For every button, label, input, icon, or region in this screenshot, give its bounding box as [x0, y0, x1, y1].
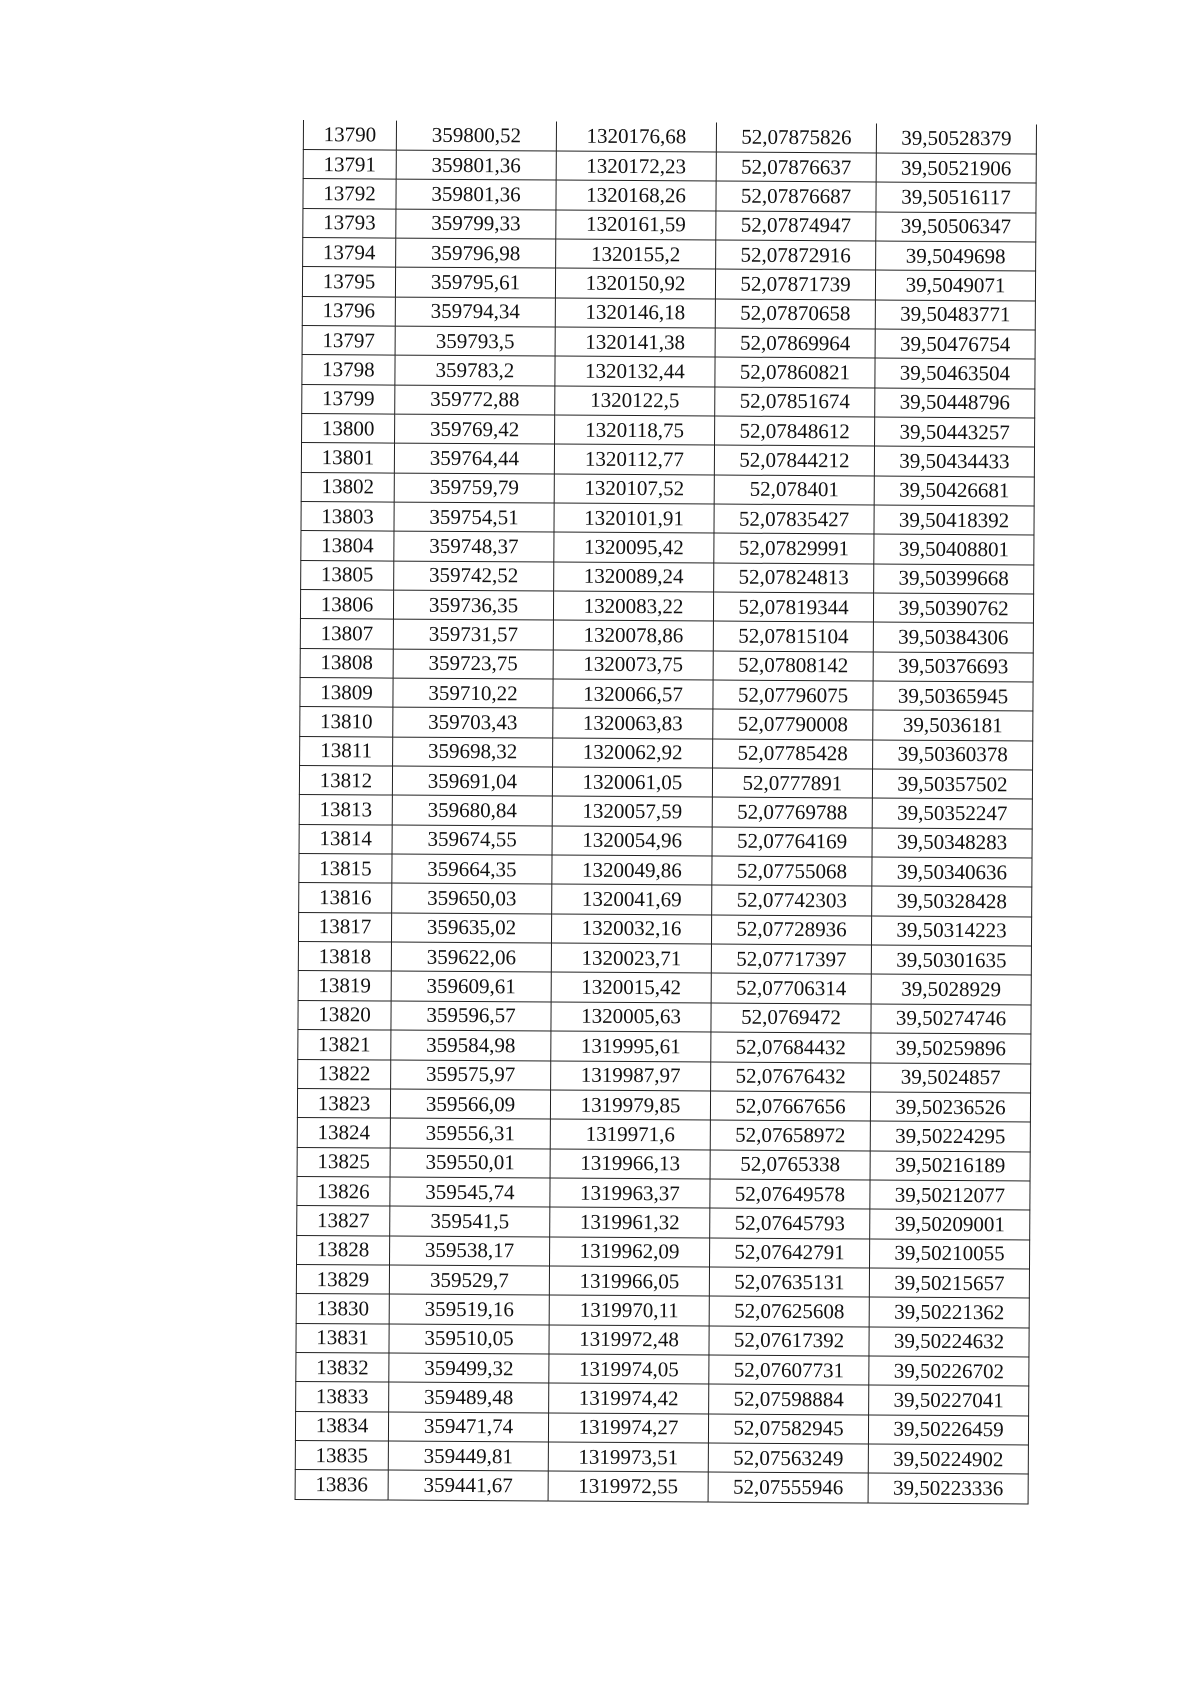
table-row: [301, 443, 1034, 477]
latitude-cell: 52,07872916: [716, 240, 876, 270]
latitude-cell: 52,07790008: [713, 709, 873, 739]
table-row: [303, 237, 1036, 271]
x-coordinate-cell: 359795,61: [395, 267, 555, 297]
y-coordinate-cell: 1319974,27: [548, 1413, 708, 1443]
table-row: [297, 1176, 1030, 1210]
longitude-cell: 39,50274746: [871, 1004, 1031, 1034]
table-row: [300, 678, 1033, 712]
latitude-cell: 52,07876637: [716, 152, 876, 182]
latitude-cell: 52,07706314: [711, 973, 871, 1003]
coordinates-table: [295, 120, 1037, 1504]
table-row: [299, 824, 1032, 858]
longitude-cell: 39,50528379: [876, 124, 1036, 154]
y-coordinate-cell: 1319987,97: [551, 1061, 711, 1091]
point-number-cell: 13832: [296, 1352, 389, 1382]
point-number-cell: 13807: [300, 619, 393, 649]
longitude-cell: 39,50483771: [875, 300, 1035, 330]
table-row: [302, 384, 1035, 418]
point-number-cell: 13806: [300, 589, 393, 619]
table-row: [297, 1147, 1030, 1181]
x-coordinate-cell: 359650,03: [392, 883, 552, 913]
table-row: [302, 296, 1035, 330]
point-number-cell: 13803: [301, 501, 394, 531]
point-number-cell: 13809: [300, 678, 393, 708]
x-coordinate-cell: 359723,75: [393, 649, 553, 679]
latitude-cell: 52,07582945: [708, 1414, 868, 1444]
longitude-cell: 39,50516117: [876, 182, 1036, 212]
longitude-cell: 39,5049071: [875, 270, 1035, 300]
y-coordinate-cell: 1320122,5: [555, 386, 715, 416]
x-coordinate-cell: 359664,35: [392, 854, 552, 884]
y-coordinate-cell: 1320061,05: [552, 767, 712, 797]
table-row: [299, 883, 1032, 917]
table-row: [299, 766, 1032, 800]
table-row: [295, 1411, 1028, 1445]
y-coordinate-cell: 1320089,24: [554, 562, 714, 592]
longitude-cell: 39,50301635: [871, 945, 1031, 975]
table-row: [300, 589, 1033, 623]
point-number-cell: 13824: [297, 1118, 390, 1148]
x-coordinate-cell: 359801,36: [396, 179, 556, 209]
table-row: [296, 1323, 1029, 1357]
point-number-cell: 13826: [297, 1176, 390, 1206]
y-coordinate-cell: 1320078,86: [553, 620, 713, 650]
longitude-cell: 39,50226702: [869, 1356, 1029, 1386]
table-row: [298, 912, 1031, 946]
table-row: [298, 1030, 1031, 1064]
y-coordinate-cell: 1320132,44: [555, 356, 715, 386]
y-coordinate-cell: 1319972,48: [549, 1325, 709, 1355]
latitude-cell: 52,07764169: [712, 827, 872, 857]
latitude-cell: 52,07815104: [713, 621, 873, 651]
latitude-cell: 52,07871739: [715, 269, 875, 299]
x-coordinate-cell: 359635,02: [391, 913, 551, 943]
x-coordinate-cell: 359800,52: [396, 121, 556, 151]
point-number-cell: 13830: [296, 1294, 389, 1324]
latitude-cell: 52,07563249: [708, 1443, 868, 1473]
longitude-cell: 39,50209001: [870, 1209, 1030, 1239]
table-row: [301, 472, 1034, 506]
point-number-cell: 13834: [295, 1411, 388, 1441]
x-coordinate-cell: 359698,32: [393, 737, 553, 767]
latitude-cell: 52,07874947: [716, 211, 876, 241]
y-coordinate-cell: 1319971,6: [550, 1119, 710, 1149]
latitude-cell: 52,07851674: [715, 387, 875, 417]
table-row: [299, 854, 1032, 888]
point-number-cell: 13818: [298, 942, 391, 972]
table-row: [300, 736, 1033, 770]
longitude-cell: 39,50226459: [868, 1415, 1028, 1445]
x-coordinate-cell: 359529,7: [389, 1265, 549, 1295]
longitude-cell: 39,50360378: [873, 740, 1033, 770]
x-coordinate-cell: 359489,48: [389, 1382, 549, 1412]
y-coordinate-cell: 1319974,05: [549, 1354, 709, 1384]
table-row: [298, 942, 1031, 976]
y-coordinate-cell: 1320161,59: [556, 210, 716, 240]
longitude-cell: 39,50376693: [873, 652, 1033, 682]
point-number-cell: 13814: [299, 824, 392, 854]
y-coordinate-cell: 1319962,09: [550, 1237, 710, 1267]
longitude-cell: 39,50221362: [869, 1297, 1029, 1327]
point-number-cell: 13805: [301, 560, 394, 590]
longitude-cell: 39,50434433: [874, 446, 1034, 476]
x-coordinate-cell: 359566,09: [390, 1089, 550, 1119]
latitude-cell: 52,07645793: [710, 1208, 870, 1238]
x-coordinate-cell: 359736,35: [393, 590, 553, 620]
table-row: [297, 1235, 1030, 1269]
point-number-cell: 13811: [300, 736, 393, 766]
point-number-cell: 13815: [299, 854, 392, 884]
x-coordinate-cell: 359710,22: [393, 678, 553, 708]
table-row: [301, 501, 1034, 535]
latitude-cell: 52,07649578: [710, 1179, 870, 1209]
x-coordinate-cell: 359584,98: [391, 1030, 551, 1060]
x-coordinate-cell: 359545,74: [390, 1177, 550, 1207]
latitude-cell: 52,0765338: [710, 1150, 870, 1180]
table-row: [299, 795, 1032, 829]
longitude-cell: 39,50352247: [872, 798, 1032, 828]
x-coordinate-cell: 359510,05: [389, 1324, 549, 1354]
point-number-cell: 13831: [296, 1323, 389, 1353]
y-coordinate-cell: 1319979,85: [550, 1090, 710, 1120]
y-coordinate-cell: 1320107,52: [554, 474, 714, 504]
latitude-cell: 52,07869964: [715, 328, 875, 358]
x-coordinate-cell: 359441,67: [388, 1470, 548, 1500]
point-number-cell: 13793: [303, 208, 396, 238]
point-number-cell: 13828: [297, 1235, 390, 1265]
longitude-cell: 39,50224632: [869, 1327, 1029, 1357]
coordinates-table-body: [295, 120, 1036, 1504]
x-coordinate-cell: 359449,81: [388, 1441, 548, 1471]
x-coordinate-cell: 359794,34: [395, 297, 555, 327]
table-row: [296, 1264, 1029, 1298]
longitude-cell: 39,50328428: [872, 886, 1032, 916]
x-coordinate-cell: 359731,57: [393, 619, 553, 649]
point-number-cell: 13817: [298, 912, 391, 942]
x-coordinate-cell: 359783,2: [395, 355, 555, 385]
table-row: [296, 1294, 1029, 1328]
point-number-cell: 13835: [295, 1440, 388, 1470]
point-number-cell: 13794: [303, 237, 396, 267]
latitude-cell: 52,07808142: [713, 651, 873, 681]
y-coordinate-cell: 1319995,61: [551, 1031, 711, 1061]
latitude-cell: 52,07684432: [711, 1032, 871, 1062]
point-number-cell: 13836: [295, 1470, 388, 1500]
point-number-cell: 13808: [300, 648, 393, 678]
point-number-cell: 13833: [296, 1382, 389, 1412]
table-row: [298, 1000, 1031, 1034]
longitude-cell: 39,50314223: [871, 916, 1031, 946]
latitude-cell: 52,07625608: [709, 1296, 869, 1326]
longitude-cell: 39,50426681: [874, 476, 1034, 506]
latitude-cell: 52,07824813: [714, 563, 874, 593]
x-coordinate-cell: 359796,98: [396, 238, 556, 268]
point-number-cell: 13823: [297, 1088, 390, 1118]
latitude-cell: 52,07635131: [709, 1267, 869, 1297]
latitude-cell: 52,07848612: [715, 416, 875, 446]
y-coordinate-cell: 1319961,32: [550, 1207, 710, 1237]
latitude-cell: 52,07835427: [714, 504, 874, 534]
y-coordinate-cell: 1320112,77: [554, 444, 714, 474]
table-row: [297, 1088, 1030, 1122]
latitude-cell: 52,07667656: [710, 1091, 870, 1121]
table-row: [302, 413, 1035, 447]
point-number-cell: 13797: [302, 325, 395, 355]
longitude-cell: 39,5028929: [871, 974, 1031, 1004]
longitude-cell: 39,50463504: [875, 358, 1035, 388]
latitude-cell: 52,07769788: [712, 797, 872, 827]
x-coordinate-cell: 359759,79: [394, 473, 554, 503]
x-coordinate-cell: 359519,16: [389, 1294, 549, 1324]
longitude-cell: 39,50340636: [872, 857, 1032, 887]
point-number-cell: 13802: [301, 472, 394, 502]
latitude-cell: 52,07728936: [711, 915, 871, 945]
x-coordinate-cell: 359772,88: [395, 385, 555, 415]
longitude-cell: 39,50224902: [868, 1444, 1028, 1474]
table-row: [295, 1440, 1028, 1474]
latitude-cell: 52,0769472: [711, 1003, 871, 1033]
longitude-cell: 39,50223336: [868, 1473, 1028, 1503]
y-coordinate-cell: 1320062,92: [553, 738, 713, 768]
point-number-cell: 13822: [298, 1059, 391, 1089]
y-coordinate-cell: 1320005,63: [551, 1002, 711, 1032]
table-row: [302, 355, 1035, 389]
y-coordinate-cell: 1320118,75: [555, 415, 715, 445]
x-coordinate-cell: 359550,01: [390, 1148, 550, 1178]
y-coordinate-cell: 1319972,55: [548, 1471, 708, 1501]
longitude-cell: 39,5036181: [873, 710, 1033, 740]
longitude-cell: 39,50259896: [871, 1033, 1031, 1063]
y-coordinate-cell: 1320057,59: [552, 796, 712, 826]
x-coordinate-cell: 359541,5: [390, 1206, 550, 1236]
table-row: [302, 267, 1035, 301]
latitude-cell: 52,07875826: [716, 123, 876, 153]
longitude-cell: 39,50224295: [870, 1121, 1030, 1151]
longitude-cell: 39,50348283: [872, 828, 1032, 858]
y-coordinate-cell: 1320083,22: [553, 591, 713, 621]
longitude-cell: 39,50443257: [875, 417, 1035, 447]
point-number-cell: 13829: [296, 1264, 389, 1294]
table-row: [298, 971, 1031, 1005]
longitude-cell: 39,50448796: [875, 388, 1035, 418]
table-row: [296, 1352, 1029, 1386]
point-number-cell: 13825: [297, 1147, 390, 1177]
point-number-cell: 13796: [302, 296, 395, 326]
table-row: [300, 707, 1033, 741]
longitude-cell: 39,50212077: [870, 1180, 1030, 1210]
longitude-cell: 39,50357502: [872, 769, 1032, 799]
y-coordinate-cell: 1320066,57: [553, 679, 713, 709]
y-coordinate-cell: 1320015,42: [551, 973, 711, 1003]
y-coordinate-cell: 1319974,42: [549, 1383, 709, 1413]
y-coordinate-cell: 1320146,18: [555, 298, 715, 328]
table-row: [296, 1382, 1029, 1416]
point-number-cell: 13820: [298, 1000, 391, 1030]
y-coordinate-cell: 1320032,16: [551, 914, 711, 944]
y-coordinate-cell: 1319966,13: [550, 1149, 710, 1179]
y-coordinate-cell: 1320172,23: [556, 151, 716, 181]
point-number-cell: 13791: [303, 149, 396, 179]
x-coordinate-cell: 359596,57: [391, 1001, 551, 1031]
table-row: [303, 149, 1036, 183]
y-coordinate-cell: 1320041,69: [552, 884, 712, 914]
latitude-cell: 52,07607731: [709, 1355, 869, 1385]
latitude-cell: 52,0777891: [712, 768, 872, 798]
x-coordinate-cell: 359609,61: [391, 972, 551, 1002]
longitude-cell: 39,50216189: [870, 1151, 1030, 1181]
longitude-cell: 39,50476754: [875, 329, 1035, 359]
y-coordinate-cell: 1320023,71: [551, 943, 711, 973]
x-coordinate-cell: 359799,33: [396, 209, 556, 239]
latitude-cell: 52,07785428: [713, 739, 873, 769]
longitude-cell: 39,50390762: [873, 593, 1033, 623]
longitude-cell: 39,50227041: [869, 1385, 1029, 1415]
table-row: [303, 179, 1036, 213]
x-coordinate-cell: 359764,44: [394, 443, 554, 473]
point-number-cell: 13795: [302, 267, 395, 297]
point-number-cell: 13798: [302, 355, 395, 385]
y-coordinate-cell: 1320095,42: [554, 532, 714, 562]
point-number-cell: 13810: [300, 707, 393, 737]
x-coordinate-cell: 359556,31: [390, 1118, 550, 1148]
table-row: [298, 1059, 1031, 1093]
point-number-cell: 13819: [298, 971, 391, 1001]
y-coordinate-cell: 1320101,91: [554, 503, 714, 533]
y-coordinate-cell: 1320168,26: [556, 180, 716, 210]
latitude-cell: 52,07819344: [713, 592, 873, 622]
x-coordinate-cell: 359769,42: [395, 414, 555, 444]
latitude-cell: 52,07617392: [709, 1326, 869, 1356]
y-coordinate-cell: 1319966,05: [549, 1266, 709, 1296]
latitude-cell: 52,07755068: [712, 856, 872, 886]
point-number-cell: 13801: [301, 443, 394, 473]
y-coordinate-cell: 1320155,2: [556, 239, 716, 269]
latitude-cell: 52,07844212: [714, 445, 874, 475]
x-coordinate-cell: 359674,55: [392, 825, 552, 855]
latitude-cell: 52,07742303: [712, 885, 872, 915]
y-coordinate-cell: 1319973,51: [548, 1442, 708, 1472]
table-row: [297, 1118, 1030, 1152]
longitude-cell: 39,5024857: [871, 1062, 1031, 1092]
latitude-cell: 52,07870658: [715, 299, 875, 329]
point-number-cell: 13812: [299, 766, 392, 796]
longitude-cell: 39,50210055: [869, 1239, 1029, 1269]
table-row: [301, 531, 1034, 565]
latitude-cell: 52,07658972: [710, 1120, 870, 1150]
y-coordinate-cell: 1319963,37: [550, 1178, 710, 1208]
longitude-cell: 39,50384306: [873, 622, 1033, 652]
x-coordinate-cell: 359801,36: [396, 150, 556, 180]
latitude-cell: 52,07598884: [709, 1384, 869, 1414]
x-coordinate-cell: 359575,97: [391, 1060, 551, 1090]
y-coordinate-cell: 1320063,83: [553, 708, 713, 738]
table-row: [302, 325, 1035, 359]
table-row: [295, 1470, 1028, 1504]
x-coordinate-cell: 359471,74: [388, 1412, 548, 1442]
latitude-cell: 52,07676432: [711, 1062, 871, 1092]
latitude-cell: 52,07717397: [711, 944, 871, 974]
latitude-cell: 52,07555946: [708, 1472, 868, 1502]
longitude-cell: 39,50418392: [874, 505, 1034, 535]
table-row: [297, 1206, 1030, 1240]
latitude-cell: 52,078401: [714, 475, 874, 505]
x-coordinate-cell: 359754,51: [394, 502, 554, 532]
point-number-cell: 13800: [302, 413, 395, 443]
y-coordinate-cell: 1320073,75: [553, 650, 713, 680]
y-coordinate-cell: 1320150,92: [555, 268, 715, 298]
y-coordinate-cell: 1320054,96: [552, 826, 712, 856]
point-number-cell: 13827: [297, 1206, 390, 1236]
longitude-cell: 39,50215657: [869, 1268, 1029, 1298]
x-coordinate-cell: 359691,04: [392, 766, 552, 796]
table-row: [303, 208, 1036, 242]
point-number-cell: 13821: [298, 1030, 391, 1060]
y-coordinate-cell: 1320049,86: [552, 855, 712, 885]
x-coordinate-cell: 359538,17: [390, 1236, 550, 1266]
x-coordinate-cell: 359622,06: [391, 942, 551, 972]
latitude-cell: 52,07642791: [710, 1238, 870, 1268]
point-number-cell: 13813: [299, 795, 392, 825]
point-number-cell: 13799: [302, 384, 395, 414]
point-number-cell: 13790: [303, 120, 396, 150]
longitude-cell: 39,50365945: [873, 681, 1033, 711]
x-coordinate-cell: 359499,32: [389, 1353, 549, 1383]
longitude-cell: 39,50506347: [876, 212, 1036, 242]
latitude-cell: 52,07829991: [714, 533, 874, 563]
x-coordinate-cell: 359742,52: [394, 561, 554, 591]
latitude-cell: 52,07876687: [716, 181, 876, 211]
x-coordinate-cell: 359680,84: [392, 795, 552, 825]
table-row: [301, 560, 1034, 594]
table-row: [300, 648, 1033, 682]
point-number-cell: 13816: [299, 883, 392, 913]
longitude-cell: 39,50521906: [876, 153, 1036, 183]
x-coordinate-cell: 359703,43: [393, 707, 553, 737]
latitude-cell: 52,07860821: [715, 357, 875, 387]
longitude-cell: 39,50408801: [874, 534, 1034, 564]
table-row: [300, 619, 1033, 653]
latitude-cell: 52,07796075: [713, 680, 873, 710]
longitude-cell: 39,50236526: [870, 1092, 1030, 1122]
y-coordinate-cell: 1320176,68: [556, 122, 716, 152]
x-coordinate-cell: 359748,37: [394, 531, 554, 561]
point-number-cell: 13792: [303, 179, 396, 209]
longitude-cell: 39,5049698: [876, 241, 1036, 271]
table-row: [303, 120, 1036, 154]
y-coordinate-cell: 1319970,11: [549, 1295, 709, 1325]
point-number-cell: 13804: [301, 531, 394, 561]
x-coordinate-cell: 359793,5: [395, 326, 555, 356]
longitude-cell: 39,50399668: [874, 564, 1034, 594]
y-coordinate-cell: 1320141,38: [555, 327, 715, 357]
